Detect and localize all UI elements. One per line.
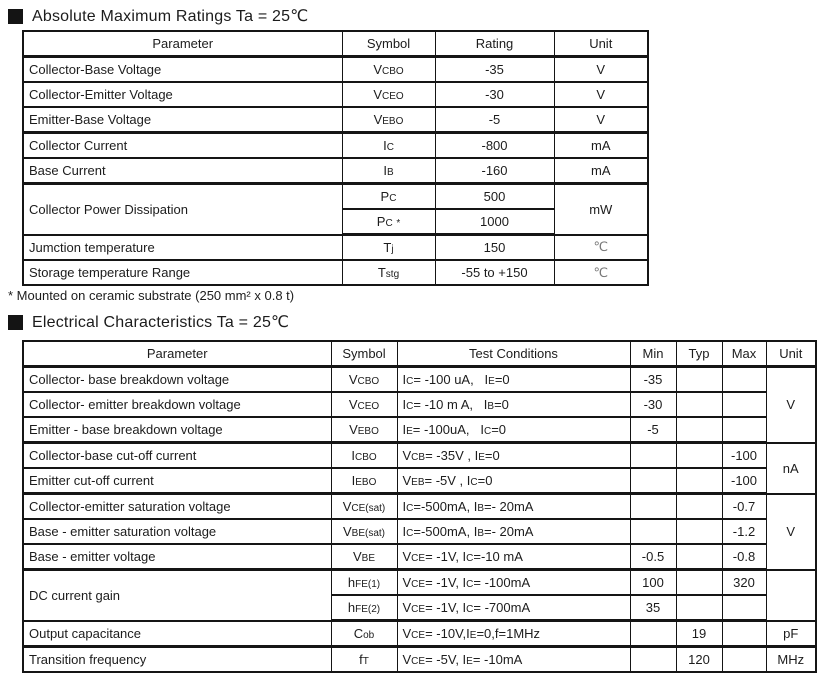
column-header: Parameter <box>23 341 331 367</box>
table-cell <box>630 443 676 469</box>
table-cell <box>630 468 676 494</box>
table-row <box>23 494 816 520</box>
section-title-absolute-maximum-ratings <box>8 6 308 26</box>
table-cell: PC * <box>342 209 435 235</box>
table-row <box>23 544 816 570</box>
table-cell: ℃ <box>554 235 648 261</box>
table-cell: 150 <box>435 235 554 261</box>
table-cell: IC=-500mA, IB=- 20mA <box>397 519 630 544</box>
column-header: Rating <box>435 31 554 57</box>
header-row <box>23 31 648 57</box>
table-cell: Collector- base breakdown voltage <box>23 367 331 393</box>
table-cell: -0.7 <box>722 494 766 520</box>
table-row <box>23 443 816 469</box>
table-cell: VCEO <box>342 82 435 107</box>
table-row <box>23 468 816 494</box>
column-header: Min <box>630 341 676 367</box>
table-cell <box>722 417 766 443</box>
table-row <box>23 133 648 159</box>
table-cell: fT <box>331 647 397 673</box>
table-row <box>23 392 816 417</box>
footnote: * Mounted on ceramic substrate (250 mm² x 0.8 t) <box>8 288 295 303</box>
column-header: Parameter <box>23 31 342 57</box>
table-cell <box>722 595 766 621</box>
section-title-text: Electrical Characteristics Ta = 25℃ <box>32 314 290 331</box>
table-cell: mA <box>554 133 648 159</box>
table-cell: nA <box>766 443 816 494</box>
table-cell: VBE(sat) <box>331 519 397 544</box>
table-cell: -30 <box>630 392 676 417</box>
table-cell <box>676 417 722 443</box>
table-cell: V <box>554 107 648 133</box>
table-cell: Transition frequency <box>23 647 331 673</box>
table-cell: VCB= -35V , IE=0 <box>397 443 630 469</box>
table-cell: VCE(sat) <box>331 494 397 520</box>
column-header: Test Conditions <box>397 341 630 367</box>
table-cell: -30 <box>435 82 554 107</box>
table-cell <box>722 621 766 647</box>
table-cell: mW <box>554 184 648 235</box>
table-cell: VCE= -1V, IC= -700mA <box>397 595 630 621</box>
table-cell: IC=-500mA, IB=- 20mA <box>397 494 630 520</box>
table-cell: Collector Power Dissipation <box>23 184 342 235</box>
table-cell: 320 <box>722 570 766 596</box>
table-cell: -100 <box>722 443 766 469</box>
table-cell: Cob <box>331 621 397 647</box>
table-cell: -5 <box>435 107 554 133</box>
table-cell: Collector- emitter breakdown voltage <box>23 392 331 417</box>
table-cell: ICBO <box>331 443 397 469</box>
table-cell <box>676 367 722 393</box>
table-cell: Collector-Base Voltage <box>23 57 342 83</box>
table-row <box>23 107 648 133</box>
table-cell: VEBO <box>331 417 397 443</box>
table-cell: Storage temperature Range <box>23 260 342 285</box>
table-cell: 35 <box>630 595 676 621</box>
table-row <box>23 519 816 544</box>
table-row <box>23 82 648 107</box>
table-cell: VCE= -1V, IC= -100mA <box>397 570 630 596</box>
table-cell: VCE= -5V, IE= -10mA <box>397 647 630 673</box>
abs-max-ratings-table <box>22 30 649 286</box>
table-cell: Collector Current <box>23 133 342 159</box>
table-cell: -800 <box>435 133 554 159</box>
column-header: Symbol <box>342 31 435 57</box>
table-cell <box>722 367 766 393</box>
table-cell: IB <box>342 158 435 184</box>
table-cell: VBE <box>331 544 397 570</box>
table-cell: Collector-base cut-off current <box>23 443 331 469</box>
table-cell: -0.5 <box>630 544 676 570</box>
table-cell <box>630 519 676 544</box>
table-cell: Collector-Emitter Voltage <box>23 82 342 107</box>
table-cell <box>722 392 766 417</box>
table-cell: -35 <box>435 57 554 83</box>
table-cell: -55 to +150 <box>435 260 554 285</box>
table-cell: MHz <box>766 647 816 673</box>
table-cell: Output capacitance <box>23 621 331 647</box>
table-cell: VCE= -1V, IC=-10 mA <box>397 544 630 570</box>
table-cell <box>676 443 722 469</box>
column-header: Max <box>722 341 766 367</box>
table-cell <box>766 570 816 621</box>
table-cell: IEBO <box>331 468 397 494</box>
table-cell: Base - emitter saturation voltage <box>23 519 331 544</box>
table-cell <box>676 544 722 570</box>
table-row <box>23 367 816 393</box>
table-cell <box>630 494 676 520</box>
table-cell: VCEO <box>331 392 397 417</box>
table-row <box>23 57 648 83</box>
table-cell: Tj <box>342 235 435 261</box>
table-cell: Emitter-Base Voltage <box>23 107 342 133</box>
table-cell: IC= -10 m A, IB=0 <box>397 392 630 417</box>
table-row <box>23 235 648 261</box>
header-row <box>23 341 816 367</box>
table-cell: -1.2 <box>722 519 766 544</box>
table-cell: V <box>766 367 816 443</box>
table-cell: Jumction temperature <box>23 235 342 261</box>
table-row <box>23 621 816 647</box>
table-cell: Tstg <box>342 260 435 285</box>
table-cell: Emitter - base breakdown voltage <box>23 417 331 443</box>
section-bullet-icon <box>8 315 23 330</box>
table-cell: hFE(1) <box>331 570 397 596</box>
table-cell: -160 <box>435 158 554 184</box>
table-cell <box>676 519 722 544</box>
table-cell: pF <box>766 621 816 647</box>
table-cell: VEB= -5V , IC=0 <box>397 468 630 494</box>
table-cell: VCE= -10V,IE=0,f=1MHz <box>397 621 630 647</box>
table-cell: Emitter cut-off current <box>23 468 331 494</box>
table-row <box>23 260 648 285</box>
electrical-characteristics-table <box>22 340 817 673</box>
column-header: Symbol <box>331 341 397 367</box>
table-cell <box>676 494 722 520</box>
section-title-electrical-characteristics <box>8 312 289 332</box>
table-cell: -5 <box>630 417 676 443</box>
table-cell: -0.8 <box>722 544 766 570</box>
table-cell: DC current gain <box>23 570 331 621</box>
table-row <box>23 184 648 210</box>
table-cell <box>676 595 722 621</box>
table-cell <box>676 570 722 596</box>
table-cell <box>630 621 676 647</box>
table-cell: IC <box>342 133 435 159</box>
table-cell: IE= -100uA, IC=0 <box>397 417 630 443</box>
table-cell: 100 <box>630 570 676 596</box>
table-cell: VCBO <box>331 367 397 393</box>
table-cell: 19 <box>676 621 722 647</box>
table-cell: -100 <box>722 468 766 494</box>
table-cell: 500 <box>435 184 554 210</box>
column-header: Typ <box>676 341 722 367</box>
table-row <box>23 570 816 596</box>
table-cell: Base Current <box>23 158 342 184</box>
table-row <box>23 158 648 184</box>
table-cell <box>630 647 676 673</box>
table-cell: Base - emitter voltage <box>23 544 331 570</box>
table-row <box>23 647 816 673</box>
table-row <box>23 417 816 443</box>
table-cell: ℃ <box>554 260 648 285</box>
table-cell: Collector-emitter saturation voltage <box>23 494 331 520</box>
table-cell: VEBO <box>342 107 435 133</box>
table-cell: 120 <box>676 647 722 673</box>
table-cell: IC= -100 uA, IE=0 <box>397 367 630 393</box>
section-bullet-icon <box>8 9 23 24</box>
table-cell: VCBO <box>342 57 435 83</box>
table-cell <box>722 647 766 673</box>
table-cell: -35 <box>630 367 676 393</box>
column-header: Unit <box>554 31 648 57</box>
column-header: Unit <box>766 341 816 367</box>
table-cell: V <box>766 494 816 570</box>
table-cell: hFE(2) <box>331 595 397 621</box>
table-cell: mA <box>554 158 648 184</box>
section-title-text: Absolute Maximum Ratings Ta = 25℃ <box>32 8 309 25</box>
table-cell <box>676 468 722 494</box>
table-cell: 1000 <box>435 209 554 235</box>
table-cell: PC <box>342 184 435 210</box>
table-cell: V <box>554 82 648 107</box>
table-cell: V <box>554 57 648 83</box>
table-cell <box>676 392 722 417</box>
